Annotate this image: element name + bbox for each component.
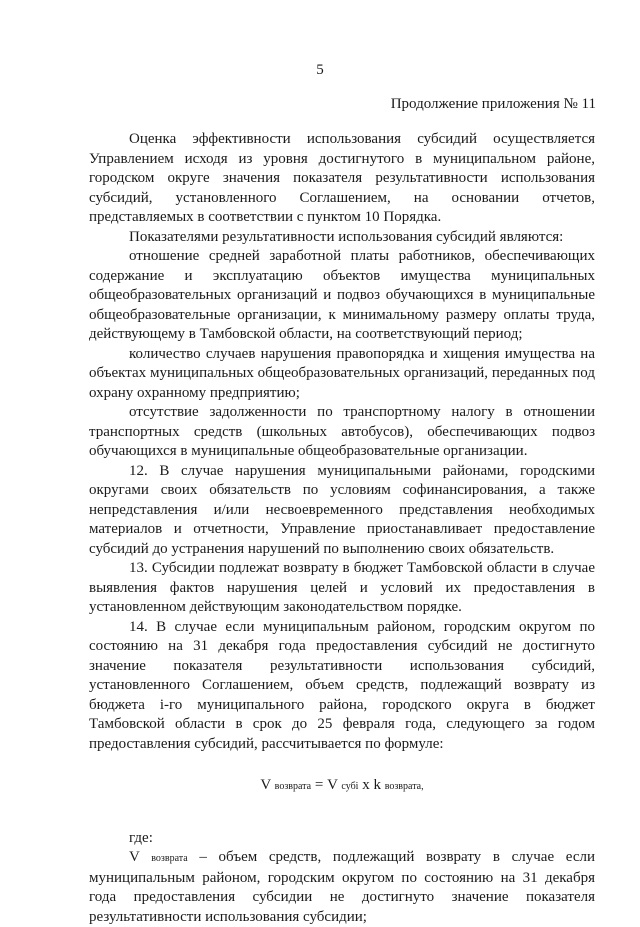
paragraph: 14. В случае если муниципальным районом, городским округом по состоянию на 31 декабря года предоставления субсидий не достигнуто значение показателя результативности использования субсидий, установленного Соглашением, объем средств, подлежащий возврату из бюджета i-го муниципального района, городского округа в бюджет Тамбовской области в срок до 25 февраля года, следующего за годом предоставления субсидий, рассчитывается по формуле: <box>89 618 595 752</box>
paragraph: 13. Субсидии подлежат возврату в бюджет Тамбовской области в случае выявления фактов нарушения целей и условий их предоставления в установленном действующим законодательством порядке. <box>89 560 595 615</box>
paragraph: количество случаев нарушения правопорядка и хищения имущества на объектах муниципальных общеобразовательных организаций, переданных под охрану охранному предприятию; <box>89 345 595 401</box>
formula-subscript: возврата <box>274 781 312 792</box>
paragraph: Показателями результативности использования субсидий являются: <box>129 228 564 245</box>
formula-subscript: субi <box>341 781 359 792</box>
formula-k: k <box>373 777 381 793</box>
appendix-title: Продолжение приложения № 11 <box>390 96 596 112</box>
page-number: 5 <box>316 62 324 78</box>
definition-symbol: V <box>129 849 140 865</box>
formula-equals: = <box>314 777 324 793</box>
definition <box>89 848 595 927</box>
formula-v: V <box>327 777 338 793</box>
formula <box>89 776 595 797</box>
definition-text: – объем средств, подлежащий возврату в случае если муниципальным районом, городским округом по состоянию на 31 декабря года предоставления субсидии не достигнуто значение показателя результативности использования субсидии; <box>89 849 596 925</box>
paragraph: отношение средней заработной платы работников, обеспечивающих содержание и эксплуатацию объектов имущества муниципальных общеобразовательных организаций и подвоз обучающихся в муниципальные общеобразовательные организации, к минимальному размеру оплаты труда, действующему в Тамбовской области, на соответствующий период; <box>89 248 595 342</box>
paragraph: отсутствие задолженности по транспортному налогу в отношении транспортных средств (школьных автобусов), обеспечивающих подвоз обучающихся в муниципальные общеобразовательные организации. <box>89 404 595 459</box>
where-label: где: <box>129 829 153 846</box>
formula-times: x <box>362 777 370 793</box>
definition-subscript: возврата <box>151 853 188 864</box>
paragraph: 12. В случае нарушения муниципальными районами, городскими округами своих обязательств по условиям софинансирования, а также непредставления и/или несвоевременного представления необходимых материалов и отчетности, Управление приостанавливает предоставление субсидий до устранения нарушений по выполнению своих обязательств. <box>89 462 595 557</box>
formula-subscript: возврата, <box>384 781 424 792</box>
paragraph: Оценка эффективности использования субсидий осуществляется Управлением исходя из уровня достигнутого в муниципальном районе, городском округе значения показателя результативности использования субсидий, установленного Соглашением, на основании отчетов, представляемых в соответствии с пунктом 10 Порядка. <box>89 131 595 225</box>
formula-v: V <box>260 777 271 793</box>
document-body <box>89 130 595 927</box>
